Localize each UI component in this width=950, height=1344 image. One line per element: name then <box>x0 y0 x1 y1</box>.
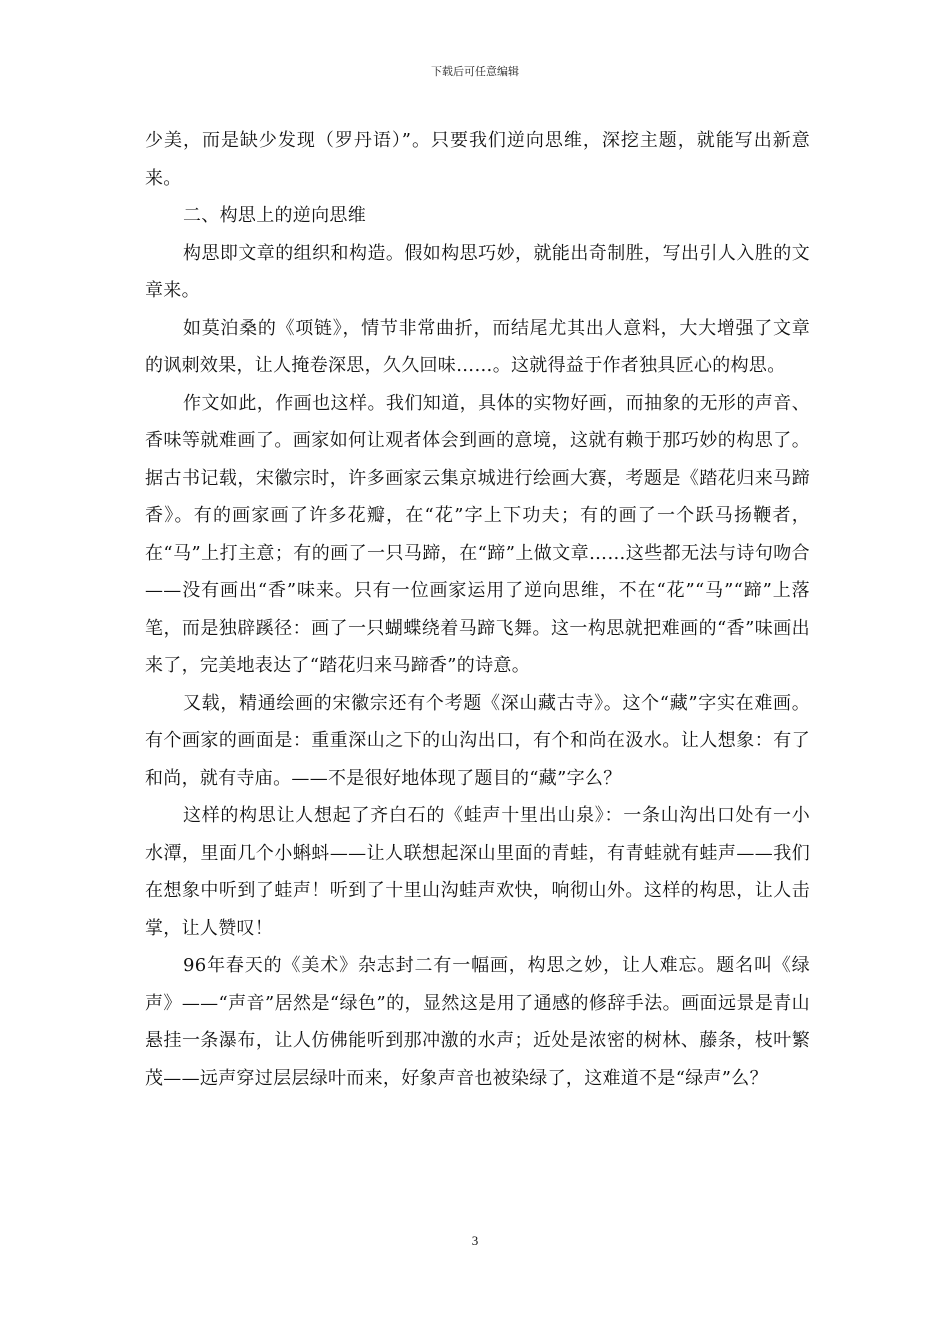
paragraph: 作文如此，作画也这样。我们知道，具体的实物好画，而抽象的无形的声音、香味等就难画了。画家如何让观者体会到画的意境，这就有赖于那巧妙的构思了。据古书记载，宋徽宗时，许多画家云集京城进行绘画大赛，考题是《踏花归来马蹄香》。有的画家画了许多花瓣，在“花”字上下功夫；有的画了一个跃马扬鞭者，在“马”上打主意；有的画了一只马蹄，在“蹄”上做文章……这些都无法与诗句吻合——没有画出“香”味来。只有一位画家运用了逆向思维，不在“花”“马”“蹄”上落笔，而是独辟蹊径：画了一只蝴蝶绕着马蹄飞舞。这一构思就把难画的“香”味画出来了，完美地表达了“踏花归来马蹄香”的诗意。 <box>145 392 810 676</box>
paragraph: 如莫泊桑的《项链》，情节非常曲折，而结尾尤其出人意料，大大增强了文章的讽刺效果，让人掩卷深思，久久回味……。这就得益于作者独具匠心的构思。 <box>145 317 810 376</box>
paragraph: 又载，精通绘画的宋徽宗还有个考题《深山藏古寺》。这个“藏”字实在难画。有个画家的画面是：重重深山之下的山沟出口，有个和尚在汲水。让人想象：有了和尚，就有寺庙。——不是很好地体现了题目的“藏”字么？ <box>145 692 810 789</box>
page-number: 3 <box>471 1233 479 1248</box>
paragraph: 构思即文章的组织和构造。假如构思巧妙，就能出奇制胜，写出引人入胜的文章来。 <box>145 242 810 301</box>
section-heading: 二、构思上的逆向思维 <box>183 205 366 226</box>
paragraph: 96年春天的《美术》杂志封二有一幅画，构思之妙，让人难忘。题名叫《绿声》——“声音”居然是“绿色”的，显然这是用了通感的修辞手法。画面远景是青山悬挂一条瀑布，让人仿佛能听到那冲激的水声；近处是浓密的树林、藤条，枝叶繁茂——远声穿过层层绿叶而来，好象声音也被染绿了，这难道不是“绿声”么？ <box>145 955 810 1089</box>
paragraph: 少美，而是缺少发现（罗丹语）”。只要我们逆向思维，深挖主题，就能写出新意来。 <box>145 130 810 189</box>
paragraph: 这样的构思让人想起了齐白石的《蛙声十里出山泉》：一条山沟出口处有一小水潭，里面几个小蝌蚪——让人联想起深山里面的青蛙，有青蛙就有蛙声——我们在想象中听到了蛙声！听到了十里山沟蛙声欢快，响彻山外。这样的构思，让人击掌，让人赞叹！ <box>145 805 810 939</box>
body-text <box>145 122 810 1097</box>
page-header: 下载后可任意编辑 <box>431 65 519 78</box>
